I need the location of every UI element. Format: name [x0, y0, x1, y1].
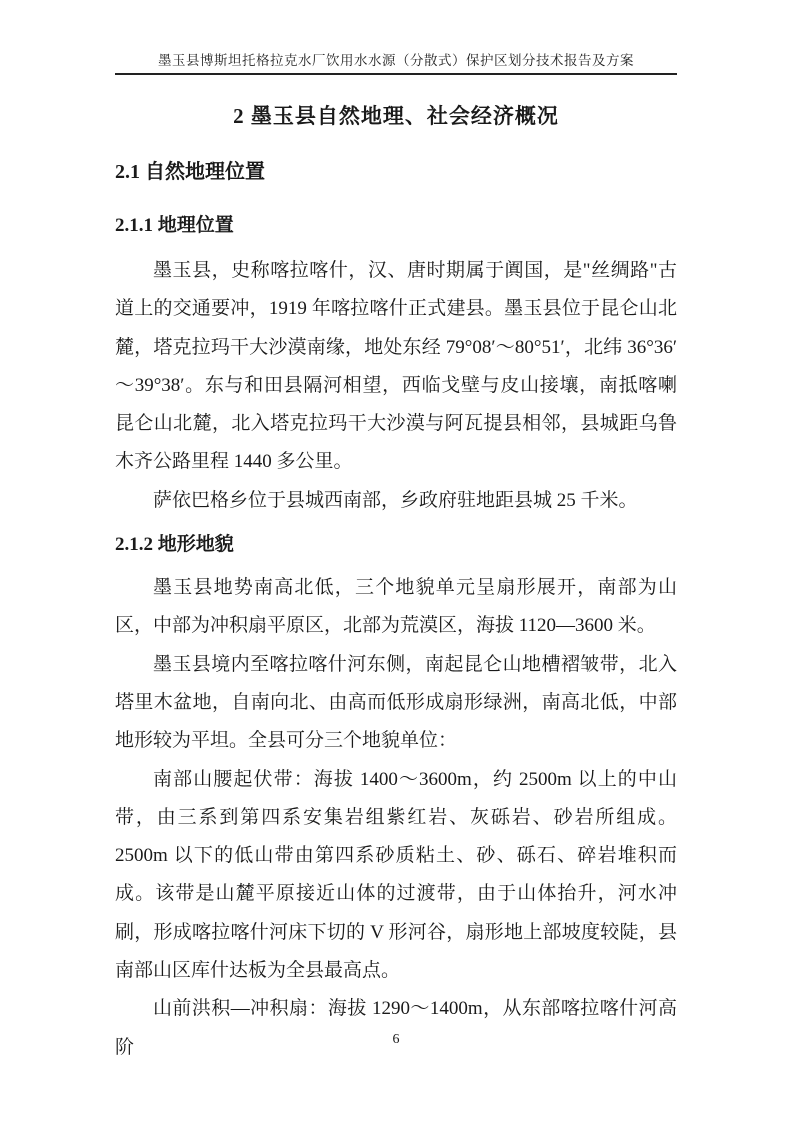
page-footer: [115, 1030, 677, 1050]
chapter-title: 2 墨玉县自然地理、社会经济概况: [233, 104, 559, 128]
paragraph-terrain-2: 墨玉县境内至喀拉喀什河东侧，南起昆仑山地槽褶皱带，北入塔里木盆地，自南向北、由高而低形成扇形绿洲，南高北低，中部地形较为平坦。全县可分三个地貌单位：: [115, 653, 677, 752]
section-heading-2-1: 2.1 自然地理位置: [115, 161, 265, 183]
paragraph-terrain-1: 墨玉县地势南高北低，三个地貌单元呈扇形展开，南部为山区，中部为冲积扇平原区，北部为荒漠区，海拔 1120—3600 米。: [115, 577, 677, 637]
paragraph-terrain-4: 山前洪积—冲积扇：海拔 1290～1400m，从东部喀拉喀什河高阶: [115, 998, 677, 1058]
page-number: 6: [392, 1032, 400, 1047]
document-body: [115, 0, 677, 1067]
paragraph-geography-2: 萨依巴格乡位于县城西南部，乡政府驻地距县城 25 千米。: [153, 489, 638, 511]
running-header-text: 墨玉县博斯坦托格拉克水厂饮用水水源（分散式）保护区划分技术报告及方案: [158, 53, 634, 68]
paragraph-geography-1: 墨玉县，史称喀拉喀什，汉、唐时期属于阗国，是"丝绸路"古道上的交通要冲，1919 年喀拉喀什正式建县。墨玉县位于昆仑山北麓，塔克拉玛干大沙漠南缘，地处东经 79°08′～80°51′，北纬 36°36′～39°38′。东与和田县隔河相望，西临戈壁与皮山接壤，南抵喀喇昆仑山北麓，北入塔克拉玛干大沙漠与阿瓦提县相邻，县城距乌鲁木齐公路里程 1440 多公里。: [115, 260, 677, 473]
subsection-heading-2-1-1: 2.1.1 地理位置: [115, 215, 234, 236]
subsection-heading-2-1-2: 2.1.2 地形地貌: [115, 534, 234, 556]
paragraph-terrain-3: 南部山腰起伏带：海拔 1400～3600m，约 2500m 以上的中山带，由三系到第四系安集岩组紫红岩、灰砾岩、砂岩所组成。2500m 以下的低山带由第四系砂质粘土、砂、砾石、碎岩堆积而成。该带是山麓平原接近山体的过渡带，由于山体抬升，河水冲刷，形成喀拉喀什河床下切的 V 形河谷，扇形地上部坡度较陡，县南部山区库什达板为全县最高点。: [115, 768, 677, 982]
